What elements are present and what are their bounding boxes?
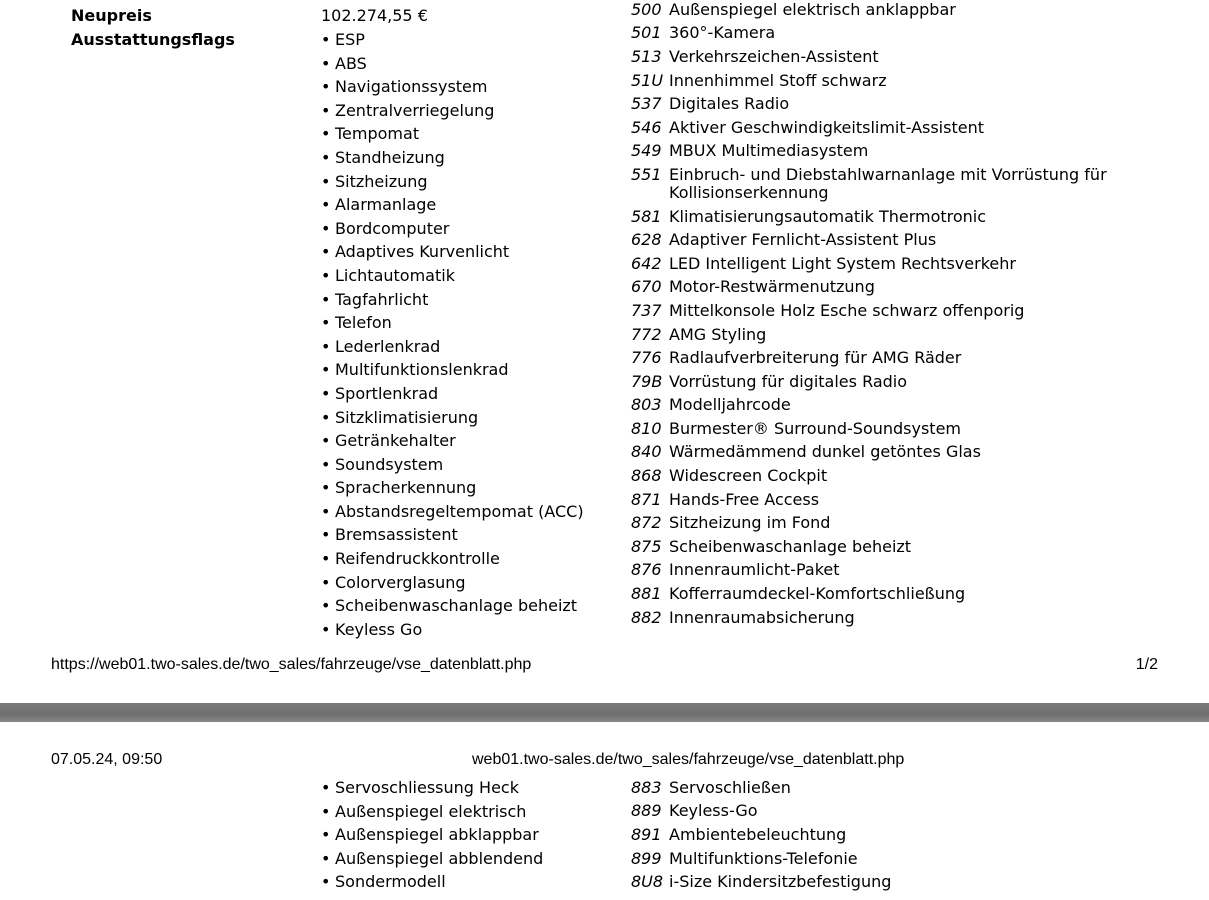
flag-label: ESP [335,30,365,49]
code-item [631,252,1139,276]
bullet-icon: • [321,549,331,569]
code-item [631,22,1139,46]
equipment-description: LED Intelligent Light System Rechtsverkehr [669,253,1016,273]
equipment-code: 642 [631,253,662,273]
bullet-icon: • [321,478,331,498]
equipment-code-list [631,0,1139,629]
bullet-icon: • [321,218,331,238]
bullet-icon: • [321,572,331,592]
flag-label: Alarmanlage [335,195,437,215]
equipment-description: Modelljahrcode [669,395,791,415]
code-item [631,92,1139,116]
flag-item [321,618,584,642]
equipment-description: Innenhimmel Stoff schwarz [669,70,887,90]
flag-label: ABS [335,53,367,73]
bullet-icon: • [321,848,331,868]
equipment-code: 891 [631,824,662,844]
equipment-description: Mittelkonsole Holz Esche schwarz offenporig [669,300,1025,320]
flag-item [321,476,584,500]
code-item [631,823,1139,847]
pdf-page-2 [0,722,1209,900]
flag-item [321,500,584,524]
equipment-description: Verkehrszeichen-Assistent [669,46,879,66]
flag-label: Servoschliessung Heck [335,778,519,797]
equipment-description: Außenspiegel elektrisch anklappbar [669,0,956,19]
equipment-description: Keyless-Go [669,801,758,821]
equipment-code-list-continued [631,776,1139,894]
code-item [631,847,1139,871]
bullet-icon: • [321,501,331,521]
neupreis-value: 102.274,55 € [321,6,428,25]
equipment-code: 876 [631,560,662,580]
bullet-icon: • [321,407,331,427]
flag-label: Adaptives Kurvenlicht [335,242,510,262]
bullet-icon: • [321,124,331,144]
equipment-code: 581 [631,206,662,226]
equipment-description: Adaptiver Fernlicht-Assistent Plus [669,230,937,250]
code-item [631,606,1139,630]
flag-label: Sitzklimatisierung [335,407,479,427]
flag-label: Bremsassistent [335,525,458,545]
code-item [631,417,1139,441]
bullet-icon: • [321,171,331,191]
equipment-code: 500 [631,0,662,19]
flag-item [321,264,584,288]
equipment-description: AMG Styling [669,324,767,344]
flag-item [321,335,584,359]
equipment-description: 360°-Kamera [669,23,776,43]
neupreis-label: Neupreis [71,6,152,25]
equipment-code: 628 [631,230,662,250]
equipment-description: Servoschließen [669,777,791,797]
bullet-icon: • [321,596,331,616]
flag-item [321,217,584,241]
code-item [631,140,1139,164]
code-item [631,346,1139,370]
equipment-code: 882 [631,607,662,627]
flag-item [321,311,584,335]
flag-label: Keyless Go [335,619,423,639]
equipment-description: Widescreen Cockpit [669,466,828,486]
equipment-description: i-Size Kindersitzbefestigung [669,872,892,892]
code-item [631,205,1139,229]
bullet-icon: • [321,801,331,821]
code-item [631,776,1139,800]
equipment-description: Klimatisierungsautomatik Thermotronic [669,206,987,226]
flag-item [321,406,584,430]
bullet-icon: • [321,100,331,120]
flag-item [321,571,584,595]
flag-item [321,870,543,894]
equipment-code: 871 [631,489,662,509]
code-item [631,276,1139,300]
code-item [631,0,1139,22]
equipment-description: Scheibenwaschanlage beheizt [669,536,912,556]
bullet-icon: • [321,525,331,545]
bullet-icon: • [321,431,331,451]
flag-label: Zentralverriegelung [335,100,495,120]
flag-item [321,28,584,52]
code-item [631,394,1139,418]
flag-item [321,99,584,123]
equipment-code: 889 [631,801,662,821]
equipment-code: 881 [631,584,662,604]
flag-label: Standheizung [335,147,445,167]
flag-label: Außenspiegel elektrisch [335,801,527,821]
flag-item [321,776,543,800]
code-item [631,323,1139,347]
flag-item [321,52,584,76]
equipment-description: Aktiver Geschwindigkeitslimit-Assistent [669,117,984,137]
ausstattungsflags-list-continued [321,776,543,894]
equipment-code: 8U8 [631,872,664,892]
code-item [631,800,1139,824]
code-item [631,488,1139,512]
equipment-description: MBUX Multimediasystem [669,141,869,161]
flag-label: Tagfahrlicht [335,289,429,309]
equipment-code: 883 [631,777,662,797]
equipment-code: 549 [631,141,662,161]
flag-item [321,122,584,146]
ausstattungsflags-list [321,28,584,641]
equipment-code: 51U [631,70,664,90]
bullet-icon: • [321,242,331,262]
flag-label: Navigationssystem [335,77,488,97]
flag-item [321,453,584,477]
flag-item [321,170,584,194]
bullet-icon: • [321,147,331,167]
footer-page-number: 1/2 [1135,656,1158,673]
flag-item [321,288,584,312]
flag-item [321,847,543,871]
flag-item [321,382,584,406]
code-item [631,69,1139,93]
bullet-icon: • [321,30,331,49]
flag-label: Lichtautomatik [335,265,455,285]
flag-item [321,240,584,264]
equipment-code: 840 [631,442,662,462]
bullet-icon: • [321,825,331,845]
bullet-icon: • [321,77,331,97]
equipment-description: Innenraumlicht-Paket [669,560,840,580]
equipment-code: 803 [631,395,662,415]
flag-label: Abstandsregeltempomat (ACC) [335,501,584,521]
flag-label: Tempomat [335,124,420,144]
bullet-icon: • [321,336,331,356]
bullet-icon: • [321,872,331,892]
flag-item [321,193,584,217]
flag-label: Bordcomputer [335,218,450,238]
equipment-description: Motor-Restwärmenutzung [669,277,875,297]
flag-item [321,594,584,618]
bullet-icon: • [321,195,331,215]
code-item [631,299,1139,323]
flag-item [321,547,584,571]
equipment-description: Burmester® Surround-Soundsystem [669,418,962,438]
equipment-code: 772 [631,324,662,344]
footer-url: https://web01.two-sales.de/two_sales/fahrzeuge/vse_datenblatt.php [51,656,532,673]
equipment-description: Vorrüstung für digitales Radio [669,371,908,391]
flag-item [321,75,584,99]
bullet-icon: • [321,360,331,380]
code-item [631,582,1139,606]
equipment-code: 737 [631,300,662,320]
code-item [631,441,1139,465]
equipment-description: Wärmedämmend dunkel getöntes Glas [669,442,981,462]
flag-item [321,358,584,382]
equipment-description: Sitzheizung im Fond [669,513,831,533]
equipment-description: Multifunktions-Telefonie [669,848,858,868]
code-item [631,464,1139,488]
equipment-code: 546 [631,117,662,137]
flag-label: Sitzheizung [335,171,428,191]
flag-label: Telefon [335,313,392,333]
page-separator [0,703,1209,722]
equipment-description: Digitales Radio [669,94,790,114]
equipment-code: 872 [631,513,662,533]
bullet-icon: • [321,53,331,73]
bullet-icon: • [321,313,331,333]
equipment-description: Innenraumabsicherung [669,607,855,627]
flag-label: Getränkehalter [335,431,456,451]
bullet-icon: • [321,454,331,474]
equipment-code: 810 [631,418,662,438]
ausstattungsflags-label: Ausstattungsflags [71,30,235,49]
equipment-code: 670 [631,277,662,297]
equipment-description: Einbruch- und Diebstahlwarnanlage mit Vorrüstung für Kollisionserkennung [669,164,1107,202]
flag-item [321,823,543,847]
equipment-code: 868 [631,466,662,486]
code-item [631,163,1139,205]
code-item [631,535,1139,559]
equipment-code: 551 [631,164,662,184]
equipment-code: 875 [631,536,662,556]
equipment-description: Ambientebeleuchtung [669,824,847,844]
equipment-code: 776 [631,348,662,368]
code-item [631,370,1139,394]
code-item [631,511,1139,535]
flag-label: Sportlenkrad [335,383,439,403]
flag-label: Außenspiegel abklappbar [335,825,539,845]
flag-label: Soundsystem [335,454,444,474]
flag-label: Sondermodell [335,872,446,892]
bullet-icon: • [321,383,331,403]
flag-label: Außenspiegel abblendend [335,848,544,868]
code-item [631,116,1139,140]
header-url: web01.two-sales.de/two_sales/fahrzeuge/vse_datenblatt.php [472,751,905,768]
code-item [631,870,1139,894]
bullet-icon: • [321,289,331,309]
bullet-icon: • [321,619,331,639]
header-date: 07.05.24, 09:50 [51,751,163,768]
flag-label: Multifunktionslenkrad [335,360,509,380]
flag-item [321,523,584,547]
equipment-code: 501 [631,23,662,43]
equipment-description: Kofferraumdeckel-Komfortschließung [669,584,966,604]
equipment-code: 79B [631,371,663,391]
flag-label: Colorverglasung [335,572,466,592]
code-item [631,228,1139,252]
equipment-code: 899 [631,848,662,868]
flag-label: Spracherkennung [335,478,477,498]
flag-label: Scheibenwaschanlage beheizt [335,596,578,616]
equipment-code: 513 [631,46,662,66]
equipment-description: Hands-Free Access [669,489,820,509]
bullet-icon: • [321,778,331,797]
flag-item [321,146,584,170]
equipment-code: 537 [631,94,662,114]
equipment-description: Radlaufverbreiterung für AMG Räder [669,348,962,368]
bullet-icon: • [321,265,331,285]
code-item [631,559,1139,583]
code-item [631,45,1139,69]
flag-label: Lederlenkrad [335,336,441,356]
flag-label: Reifendruckkontrolle [335,549,500,569]
flag-item [321,429,584,453]
flag-item [321,800,543,824]
